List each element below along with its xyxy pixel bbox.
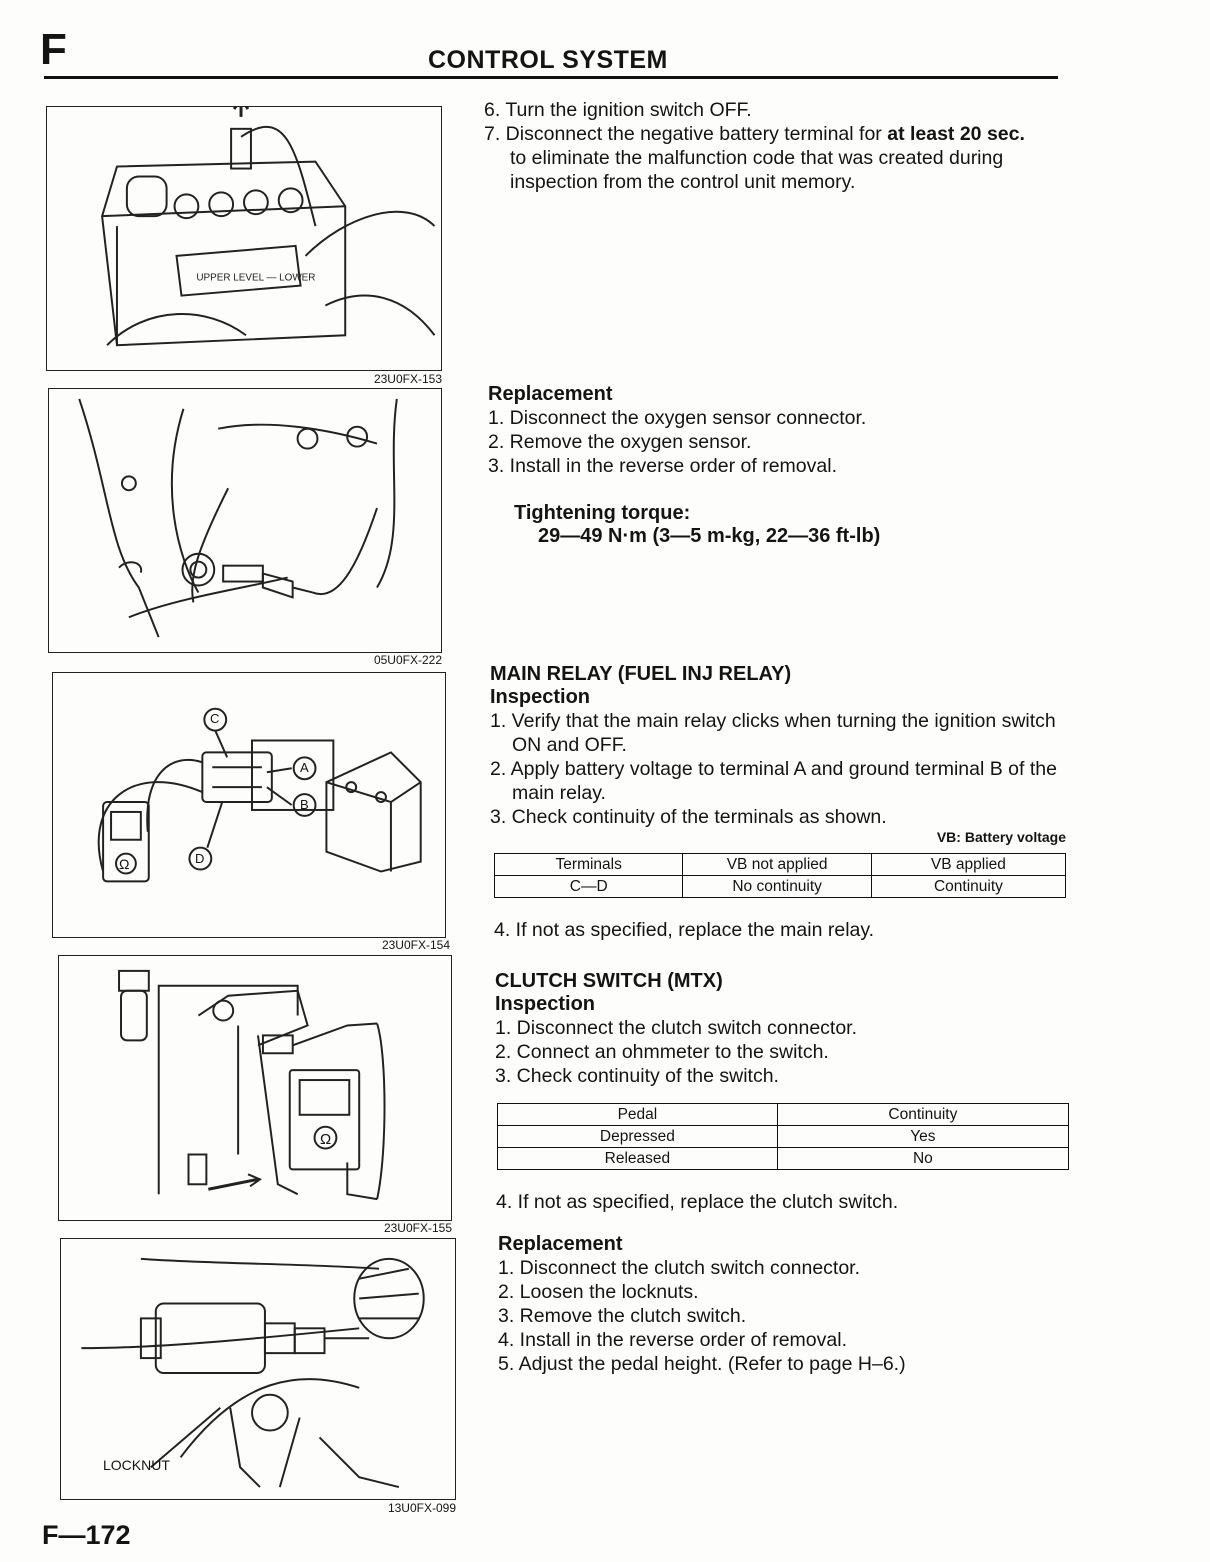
clutch-switch-replacement	[498, 1233, 1068, 1376]
step-7-continued: to eliminate the malfunction code that was created during inspection from the control unit memory.	[510, 147, 1004, 193]
replacement-step: 4. Install in the reverse order of removal.	[498, 1329, 847, 1351]
figure-code: 23U0FX-155	[383, 1221, 452, 1235]
step-7	[484, 122, 1064, 146]
clutch-switch-table	[497, 1103, 1069, 1170]
replacement-step: 2. Loosen the locknuts.	[498, 1281, 699, 1303]
ohm-icon: Ω	[119, 856, 130, 872]
table-cell: Depressed	[498, 1126, 778, 1148]
table-cell: Continuity	[871, 876, 1065, 898]
table-header: Pedal	[498, 1104, 778, 1126]
step-6: 6. Turn the ignition switch OFF.	[484, 99, 752, 121]
table-cell: Yes	[777, 1126, 1068, 1148]
figure-clutch-switch-locknut	[60, 1238, 456, 1500]
figure-code: 23U0FX-153	[373, 372, 442, 386]
replacement-step: 5. Adjust the pedal height. (Refer to page H–6.)	[498, 1353, 906, 1375]
oxygen-sensor-continued	[484, 98, 1064, 194]
main-relay-section	[490, 663, 1066, 829]
table-cell: C—D	[495, 876, 683, 898]
clutch-step: 2. Connect an ohmmeter to the switch.	[495, 1041, 829, 1063]
step-7-text: 7. Disconnect the negative battery terminal for	[484, 123, 888, 145]
figure-main-relay	[52, 672, 446, 938]
header-rule	[44, 76, 1058, 79]
oxygen-sensor-replacement	[488, 383, 1068, 548]
figure-clutch-pedal	[58, 955, 452, 1221]
terminal-b-label: B	[300, 797, 309, 812]
replacement-step: 1. Disconnect the oxygen sensor connector.	[488, 407, 867, 429]
clutch-step: 3. Check continuity of the switch.	[495, 1065, 779, 1087]
replacement-step: 1. Disconnect the clutch switch connector.	[498, 1257, 861, 1279]
main-relay-inspection: Inspection	[490, 686, 591, 708]
figure-battery-terminal	[46, 106, 442, 371]
replacement-heading: Replacement	[498, 1233, 623, 1255]
table-header: Continuity	[777, 1104, 1068, 1126]
locknut-label: LOCKNUT	[103, 1457, 170, 1473]
vb-note: VB: Battery voltage	[936, 829, 1066, 845]
main-relay-step-4: 4. If not as specified, replace the main relay.	[494, 919, 875, 941]
step-7-bold: at least 20 sec.	[887, 123, 1025, 145]
main-relay-step: 2. Apply battery voltage to terminal A and ground terminal B of the main relay.	[490, 758, 1057, 804]
figure-code: 13U0FX-099	[387, 1501, 456, 1515]
page-number: F—172	[42, 1520, 131, 1550]
torque-label: Tightening torque:	[514, 502, 691, 524]
clutch-switch-title: CLUTCH SWITCH (MTX)	[495, 970, 723, 992]
table-cell: No continuity	[683, 876, 871, 898]
table-header: VB not applied	[683, 854, 871, 876]
terminal-c-label: C	[210, 711, 220, 726]
ohm-icon: Ω	[320, 1131, 332, 1148]
terminal-a-label: A	[300, 760, 309, 775]
page-title: CONTROL SYSTEM	[428, 46, 668, 74]
main-relay-step: 1. Verify that the main relay clicks when turning the ignition switch ON and OFF.	[490, 710, 1056, 756]
clutch-switch-inspection: Inspection	[495, 993, 596, 1015]
table-cell: Released	[498, 1148, 778, 1170]
replacement-heading: Replacement	[488, 383, 613, 405]
figure-code: 05U0FX-222	[373, 653, 442, 667]
figure-oxygen-sensor	[48, 388, 442, 653]
main-relay-step: 3. Check continuity of the terminals as shown.	[490, 806, 887, 828]
replacement-step: 3. Remove the clutch switch.	[498, 1305, 747, 1327]
replacement-step: 3. Install in the reverse order of removal.	[488, 455, 837, 477]
table-header: Terminals	[495, 854, 683, 876]
clutch-switch-step-4: 4. If not as specified, replace the clutch switch.	[496, 1191, 899, 1213]
main-relay-table	[494, 853, 1066, 898]
terminal-d-label: D	[195, 851, 205, 866]
replacement-step: 2. Remove the oxygen sensor.	[488, 431, 752, 453]
table-cell: No	[777, 1148, 1068, 1170]
section-letter: F	[40, 25, 67, 74]
torque-value: 29—49 N·m (3—5 m-kg, 22—36 ft-lb)	[538, 525, 881, 547]
svg-text:UPPER LEVEL — LOWER: UPPER LEVEL — LOWER	[196, 272, 316, 284]
clutch-switch-section	[495, 970, 1065, 1088]
figure-code: 23U0FX-154	[381, 938, 450, 952]
main-relay-title: MAIN RELAY (FUEL INJ RELAY)	[490, 663, 792, 685]
table-header: VB applied	[871, 854, 1065, 876]
clutch-step: 1. Disconnect the clutch switch connector.	[495, 1017, 858, 1039]
